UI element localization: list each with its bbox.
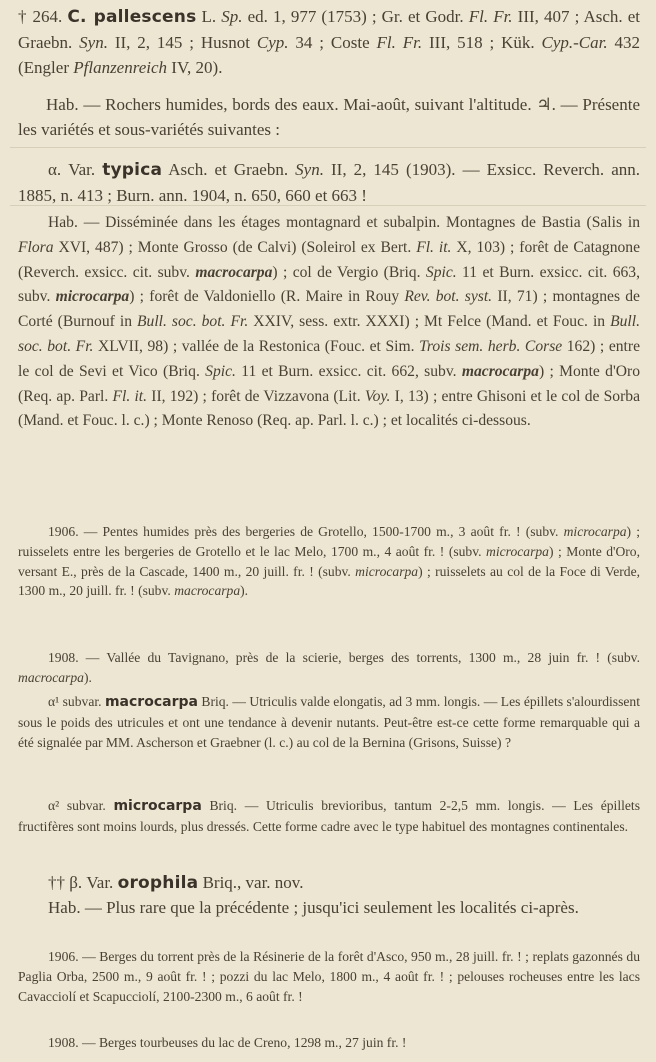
subvar-macrocarpa-name: macrocarpa xyxy=(104,694,198,710)
var-beta-habitat: Hab. — Plus rare que la précédente ; jusqu'ici seulement les localités ci-après. xyxy=(48,898,579,917)
obs-1908-beta: 1908. — Berges tourbeuses du lac de Creno, 1298 m., 27 juin fr. ! xyxy=(48,1035,407,1050)
subvar-macrocarpa: α¹ subvar. macrocarpa Briq. — Utriculis valde elongatis, ad 3 mm. longis. — Les épillets s'alourdissent sous le poids des utricules et ont une tendance à devenir nutants. Peut-être est-ce cette forme remarquable qui a été signalée par MM. Ascherson et Graebner (l. c.) au col de la Bernina (Grisons, Suisse) ? xyxy=(18,694,640,750)
obs-1906-beta: 1906. — Berges du torrent près de la Résinerie de la forêt d'Asco, 950 m., 28 juill. fr. ! ; replats gazonnés du Paglia Orba, 2500 m., 9 août fr. ! ; pozzi du lac Melo, 1800 m., 4 août fr. ! ; pelouses rocheuses entre les lacs Cavacciolí et Scapucciolí, 2100-2300 m., 6 août fr. ! xyxy=(18,949,640,1004)
subvar-microcarpa-name: microcarpa xyxy=(113,798,202,814)
var-beta-name: orophila xyxy=(117,873,199,893)
subvar-microcarpa: α² subvar. microcarpa Briq. — Utriculis brevioribus, tantum 2-2,5 mm. longis. — Les épillets fructifères sont moins lourds, plus dressés. Cette forme cadre avec le type habituel des montagnes continentales. xyxy=(18,798,640,834)
var-alpha-name: typica xyxy=(102,160,163,180)
var-alpha-habitat: Hab. — Disséminée dans les étages montagnard et subalpin. Montagnes de Bastia (Salis in Flora XVI, 487) ; Monte Grosso (de Calvi) (Soleirol ex Bert. Fl. it. X, 103) ; forêt de Catagnone (Reverch. exsicc. cit. subv. macrocarpa) ; col de Vergio (Briq. Spic. 11 et Burn. exsicc. cit. 663, subv. microcarpa) ; forêt de Valdoniello (R. Maire in Rouy Rev. bot. syst. II, 71) ; montagnes de Corté (Burnouf in Bull. soc. bot. Fr. XXIV, sess. extr. XXXI) ; Mt Felce (Mand. et Fouc. in Bull. soc. bot. Fr. XLVII, 98) ; vallée de la Restonica (Fouc. et Sim. Trois sem. herb. Corse 162) ; entre le col de Sevi et Vico (Briq. Spic. 11 et Burn. exsicc. cit. 662, subv. macrocarpa) ; Monte d'Oro (Req. ap. Parl. Fl. it. II, 192) ; forêt de Vizzavona (Lit. Voy. I, 13) ; entre Ghisoni et le col de Sorba (Mand. et Fouc. l. c.) ; Monte Renoso (Req. ap. Parl. l. c.) ; et localités ci-dessous. xyxy=(18,214,641,430)
species-entry: † 264. C. pallescens L. Sp. ed. 1, 977 (1753) ; Gr. et Godr. Fl. Fr. III, 407 ; Asch. et Graebn. Syn. II, 2, 145 ; Husnot Cyp. 34 ; Coste Fl. Fr. III, 518 ; Kük. Cyp.-Car. 432 (Engler Pflanzenreich IV, 20). xyxy=(18,7,641,78)
var-beta-heading: †† β. Var. orophila Briq., var. nov. xyxy=(48,873,304,893)
divider xyxy=(10,205,646,206)
obs-1906-alpha: 1906. — Pentes humides près des bergeries de Grotello, 1500-1700 m., 3 août fr. ! (subv. microcarpa) ; ruisselets entre les bergeries de Grotello et le lac Melo, 1700 m., 4 août fr. ! (subv. microcarpa) ; Monte d'Oro, versant E., près de la Cascade, 1400 m., 20 juill. fr. ! (subv. microcarpa) ; ruisselets au col de la Foce di Verde, 1300 m., 20 juill. fr. ! (subv. macrocarpa). xyxy=(18,524,641,599)
species-marker: † 264. xyxy=(18,7,63,26)
obs-1908-alpha: 1908. — Vallée du Tavignano, près de la scierie, berges des torrents, 1300 m., 28 juin fr. ! (subv. macrocarpa). xyxy=(18,650,640,685)
species-habitat: Hab. — Rochers humides, bords des eaux. Mai-août, suivant l'altitude. ♃. — Présente les variétés et sous-variétés suivantes : xyxy=(18,95,640,140)
var-alpha-heading: α. Var. typica Asch. et Graebn. Syn. II, 2, 145 (1903). — Exsicc. Reverch. ann. 1885, n. 413 ; Burn. ann. 1904, n. 650, 660 et 663 ! xyxy=(18,160,641,206)
species-name: C. pallescens xyxy=(67,7,197,27)
divider xyxy=(10,147,646,148)
